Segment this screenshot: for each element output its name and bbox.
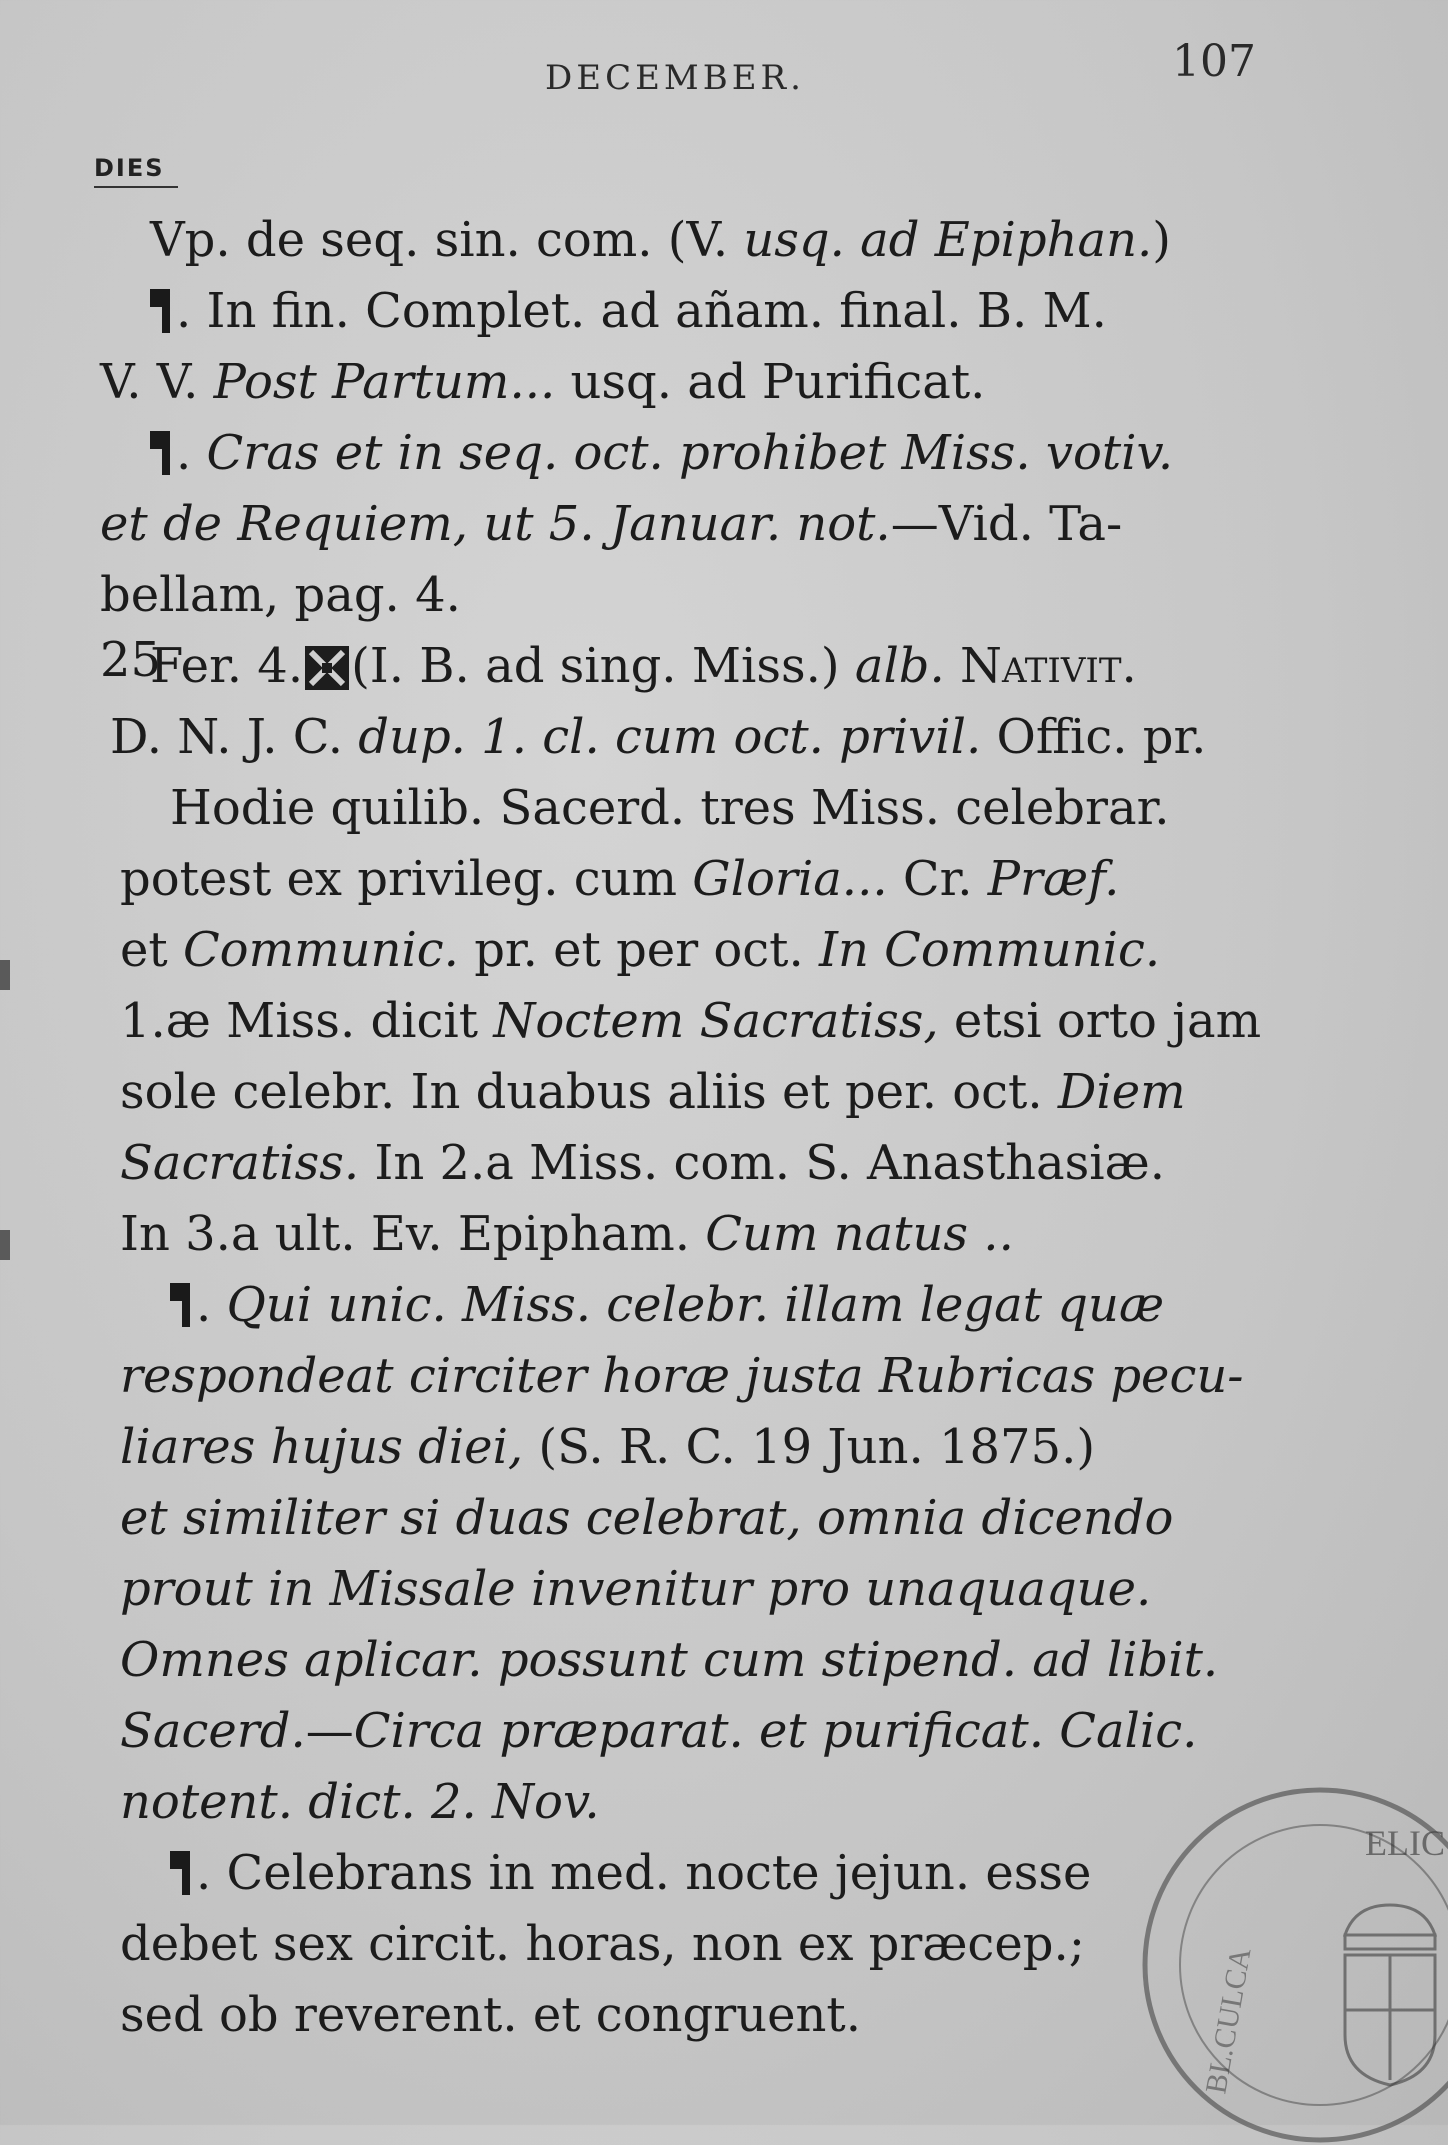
text-run: notent. dict. 2. Nov. [120,1774,600,1830]
text-line [120,1412,1370,1483]
crown-shield-emblem [1345,1905,1435,2085]
text-run: . In fin. Complet. ad añam. final. B. M. [176,283,1107,339]
text-line [120,986,1370,1057]
text-run: etsi orto jam [938,993,1262,1049]
text-line [120,1696,1370,1767]
text-run: Cr. [887,851,988,907]
text-run: Præf. [987,851,1120,907]
text-run: Offic. pr. [981,709,1207,765]
library-stamp [1130,1765,1448,2145]
text-run: — [305,1703,354,1759]
text-run: Sacratiss. [120,1135,360,1191]
day-number: 25 [100,632,162,688]
text-line [120,1341,1370,1412]
text-run: alb. [854,638,945,694]
binding-stitch [0,1230,10,1260]
text-run: . [712,212,744,268]
cross-icon [305,646,349,690]
stamp-text-side: BL.CULCA [1199,1945,1258,2097]
text-line [170,773,1370,844]
text-run: debet sex circit. horas, non ex præcep.; [120,1916,1085,1972]
text-run: V [686,212,713,268]
text-run: pr. et per oct. [458,922,819,978]
text-line [110,702,1370,773]
text-run: . Celebrans in med. nocte jejun. esse [196,1845,1092,1901]
text-run: respondeat circiter horæ justa Rubricas pecu- [120,1348,1244,1404]
rubric-icon [150,431,170,475]
text-run: V [156,354,184,410]
text-run: usq. ad Epiphan. [743,212,1153,268]
text-run: Noctem Sacratiss, [493,993,939,1049]
text-run: Cum natus .. [705,1206,1014,1262]
text-line [120,844,1370,915]
text-run: potest ex privileg. cum [120,851,693,907]
text-run: sole celebr. In duabus aliis et per. oct. [120,1064,1058,1120]
text-line [100,489,1370,560]
text-run: usq. ad Purificat. [555,354,986,410]
text-run: Omnes aplicar. possunt cum stipend. ad libit. [120,1632,1219,1688]
text-run: dup. 1. cl. cum oct. privil. [358,709,982,765]
text-run: (S. R. C. 19 Jun. 1875.) [523,1419,1096,1475]
text-run: prout in Missale invenitur pro unaquaque. [120,1561,1152,1617]
text-run: Cras et in seq. oct. prohibet Miss. votiv. [206,425,1174,481]
text-run: In Communic. [818,922,1161,978]
text-run: (I. B. ad sing. Miss.) [351,638,855,694]
text-run: 1.æ Miss. dicit [120,993,494,1049]
text-run: et similiter si duas celebrat, omnia dicendo [120,1490,1174,1546]
margin-label: DIES [94,154,178,188]
rubric-icon [150,289,170,333]
rubric-icon [170,1851,190,1895]
text-run: ) [1152,212,1171,268]
text-line [120,915,1370,986]
text-line [120,1554,1370,1625]
page-number: 107 [1172,36,1256,87]
text-run: In 3.a ult. Ev. Epipham. [120,1206,706,1262]
text-line [120,1625,1370,1696]
text-run: Qui unic. Miss. celebr. illam legat quæ [226,1277,1165,1333]
text-run: sed ob reverent. et congruent. [120,1987,861,2043]
text-run: bellam, pag. 4. [100,567,461,623]
text-run: Communic. [182,922,459,978]
rubric-icon [170,1283,190,1327]
text-line [100,347,1370,418]
text-run: Diem [1057,1064,1186,1120]
text-run: liares hujus diei, [120,1419,524,1475]
running-head: DECEMBER. [545,58,805,98]
text-run: —Vid. Ta- [890,496,1123,552]
text-line [150,205,1370,276]
text-run: et de Requiem, ut 5. Januar. not. [100,496,891,552]
text-run: Sacerd. [120,1703,306,1759]
text-run: Nativit. [944,638,1137,694]
text-run: . [183,354,214,410]
text-line [170,1270,1370,1341]
text-run: V. [100,354,157,410]
text-run: Post Partum... [213,354,556,410]
text-line [150,276,1370,347]
text-line [120,1057,1370,1128]
text-run: Gloria... [692,851,888,907]
text-run: In 2.a Miss. com. S. Anasthasiæ. [359,1135,1165,1191]
text-run: Hodie quilib. Sacerd. tres Miss. celebrar. [170,780,1170,836]
text-line [120,1128,1370,1199]
text-run: Circa præparat. et purificat. Calic. [353,1703,1198,1759]
text-run: . [196,1277,227,1333]
text-run: Fer. 4. [150,638,304,694]
text-line [100,560,1370,631]
text-line [150,418,1370,489]
text-line [120,1199,1370,1270]
text-run: D. N. J. C. [110,709,359,765]
text-run: et [120,922,183,978]
text-run: . [176,425,207,481]
stamp-text-top: ELIC [1365,1823,1445,1863]
text-run: Vp. de seq. sin. com. ( [150,212,687,268]
text-line [120,1483,1370,1554]
text-line [150,631,1370,702]
binding-stitch [0,960,10,990]
